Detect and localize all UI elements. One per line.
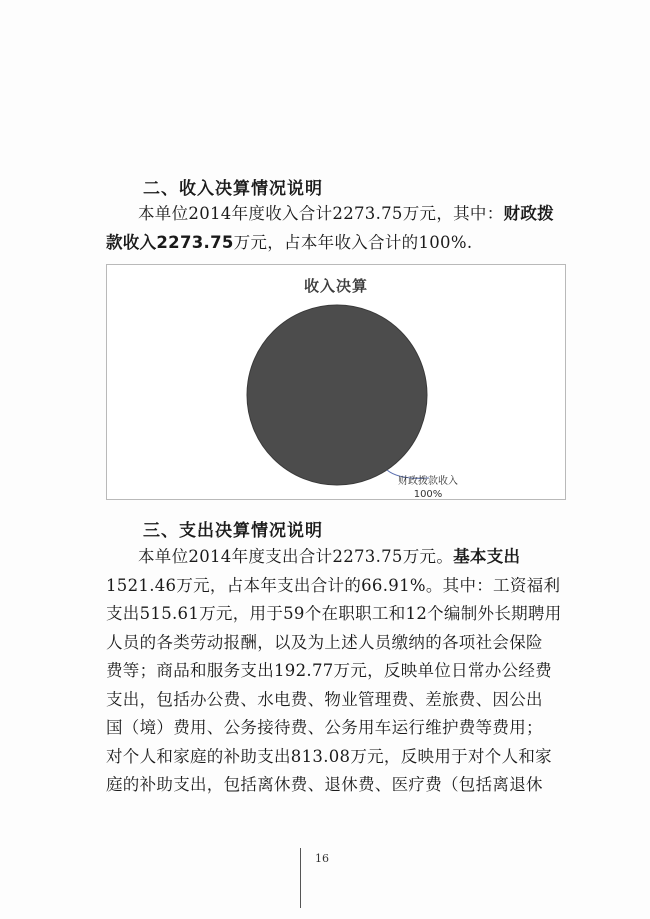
expenditure-line-9: 庭的补助支出，包括离休费、退休费、医疗费（包括离退休 xyxy=(106,775,543,794)
expenditure-line-2: 1521.46万元，占本年支出合计的66.91%。其中：工资福利 xyxy=(106,575,561,595)
slice-value-label: 100% xyxy=(413,489,443,500)
expenditure-line-5: 费等；商品和服务支出192.77万元，反映单位日常办公经费 xyxy=(106,661,552,680)
expenditure-line-1 xyxy=(106,543,561,572)
income-line-1-text: 本单位2014年度收入合计2273.75万元，其中： xyxy=(138,204,504,223)
income-paragraph xyxy=(106,200,561,257)
chart-title: 收入决算 xyxy=(303,277,368,295)
expenditure-line-1-emphasis: 基本支出 xyxy=(453,547,521,566)
expenditure-line-7: 国（境）费用、公务接待费、公务用车运行维护费等费用； xyxy=(106,718,543,737)
footer-divider xyxy=(300,848,301,908)
expenditure-line-4: 人员的各类劳动报酬，以及为上述人员缴纳的各项社会保险 xyxy=(106,632,543,652)
section-heading-income: 二、收入决算情况说明 xyxy=(143,179,323,199)
income-line-2-emphasis: 款收入2273.75 xyxy=(106,232,234,252)
section-heading-expenditure: 三、支出决算情况说明 xyxy=(143,521,323,541)
pie-chart-svg xyxy=(107,265,565,499)
expenditure-paragraph xyxy=(106,543,561,800)
income-pie-chart xyxy=(106,264,566,500)
income-line-1 xyxy=(106,200,561,229)
expenditure-line-8: 对个人和家庭的补助支出813.08万元，反映用于对个人和家 xyxy=(106,746,552,766)
pie-slice-0 xyxy=(247,305,427,485)
slice-label xyxy=(383,475,473,501)
page-number: 16 xyxy=(315,852,329,865)
expenditure-line-1-text: 本单位2014年度支出合计2273.75万元。 xyxy=(138,547,454,566)
expenditure-line-3: 支出515.61万元，用于59个在职职工和12个编制外长期聘用 xyxy=(106,604,562,623)
income-line-1-emphasis: 财政拨 xyxy=(503,204,554,223)
slice-category-label: 财政拨款收入 xyxy=(398,476,458,487)
income-line-2 xyxy=(106,229,561,258)
expenditure-line-6: 支出，包括办公费、水电费、物业管理费、差旅费、因公出 xyxy=(106,689,543,709)
income-line-2-text: 万元，占本年收入合计的100%. xyxy=(233,232,473,252)
